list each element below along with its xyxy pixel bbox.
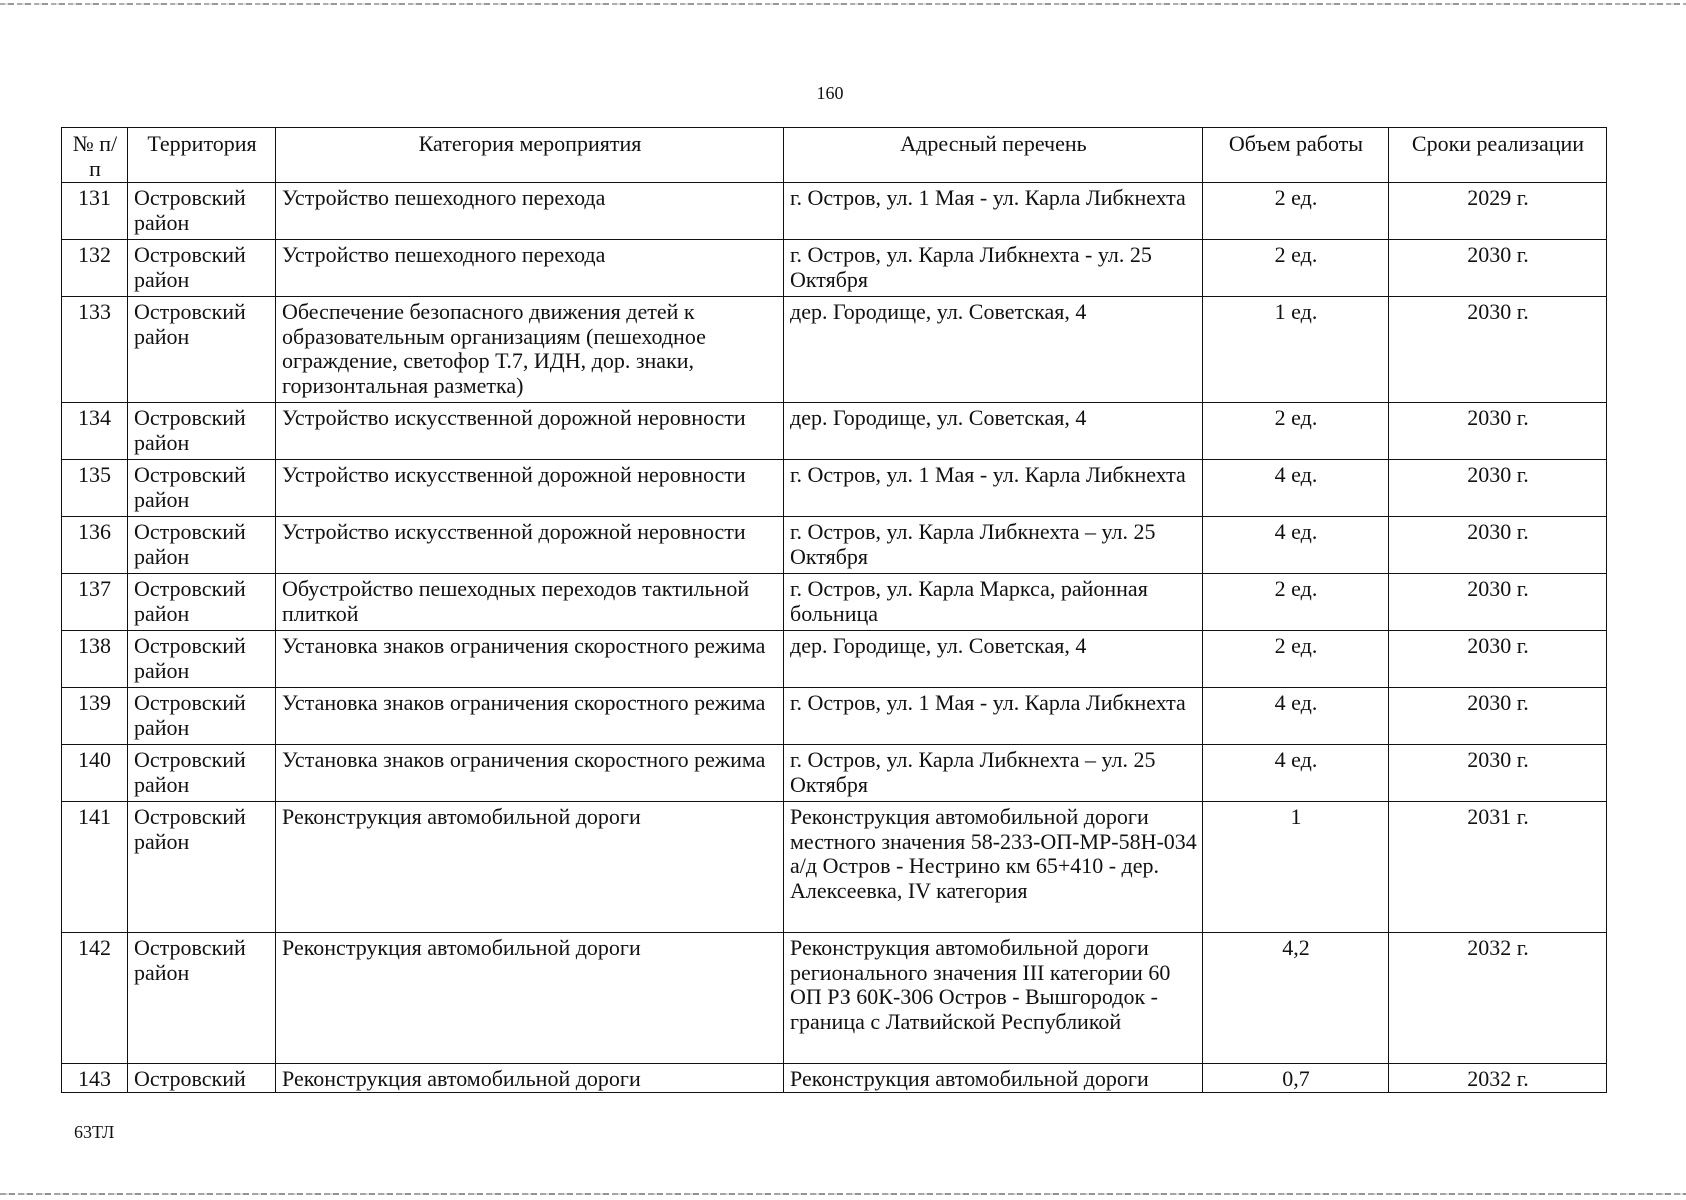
cell-volume: 0,7 [1203,1064,1389,1093]
cell-category: Устройство искусственной дорожной неровности [276,517,784,574]
cell-category: Устройство искусственной дорожной неровности [276,460,784,517]
cell-category: Устройство пешеходного перехода [276,183,784,240]
cell-address: г. Остров, ул. Карла Либкнехта – ул. 25 Октября [784,745,1203,802]
cell-volume: 4,2 [1203,933,1389,1064]
table-row [62,183,1607,240]
scan-edge-bottom [0,1193,1686,1195]
cell-territory: Островский район [128,517,276,574]
cell-category: Устройство искусственной дорожной неровности [276,403,784,460]
cell-volume: 4 ед. [1203,460,1389,517]
table-row [62,1064,1607,1093]
cell-category: Реконструкция автомобильной дороги [276,802,784,933]
cell-territory: Островский район [128,688,276,745]
cell-terms: 2030 г. [1389,745,1607,802]
cell-address: г. Остров, ул. Карла Маркса, районная больница [784,574,1203,631]
table-row [62,460,1607,517]
cell-territory: Островский район [128,460,276,517]
cell-territory: Островский район [128,574,276,631]
cell-territory: Островский район [128,183,276,240]
cell-terms: 2030 г. [1389,631,1607,688]
cell-volume: 4 ед. [1203,688,1389,745]
cell-address: г. Остров, ул. 1 Мая - ул. Карла Либкнехта [784,460,1203,517]
table-row [62,933,1607,1064]
table-row [62,802,1607,933]
cell-territory: Островский район [128,297,276,403]
table-header-row [62,128,1607,183]
cell-category: Установка знаков ограничения скоростного режима [276,688,784,745]
cell-num: 134 [62,403,128,460]
table-row [62,631,1607,688]
cell-address: г. Остров, ул. 1 Мая - ул. Карла Либкнехта [784,688,1203,745]
cell-territory: Островский район [128,631,276,688]
cell-territory: Островский район [128,403,276,460]
measures-table [61,127,1607,1093]
cell-address: Реконструкция автомобильной дороги местного значения 58-233-ОП-МР-58Н-034 а/д Остров - Нестрино км 65+410 - дер. Алексеевка, IV категория [784,802,1203,933]
table-row [62,574,1607,631]
cell-address: Реконструкция автомобильной дороги регионального значения III категории 60 ОП РЗ 60К-306 Остров - Вышгородок - граница с Латвийской Республикой [784,933,1203,1064]
cell-address: г. Остров, ул. Карла Либкнехта - ул. 25 Октября [784,240,1203,297]
cell-num: 137 [62,574,128,631]
cell-num: 140 [62,745,128,802]
cell-territory: Островский [128,1064,276,1093]
page-number: 160 [816,83,844,103]
cell-territory: Островский район [128,240,276,297]
cell-address: г. Остров, ул. Карла Либкнехта – ул. 25 Октября [784,517,1203,574]
footer-code: 63ТЛ [74,1122,115,1142]
cell-address: дер. Городище, ул. Советская, 4 [784,403,1203,460]
cell-terms: 2030 г. [1389,297,1607,403]
cell-terms: 2030 г. [1389,517,1607,574]
header-volume: Объем работы [1203,128,1389,183]
header-num: № п/п [62,128,128,183]
header-territory: Территория [128,128,276,183]
cell-volume: 4 ед. [1203,517,1389,574]
cell-category: Устройство пешеходного перехода [276,240,784,297]
cell-territory: Островский район [128,745,276,802]
cell-num: 132 [62,240,128,297]
cell-volume: 4 ед. [1203,745,1389,802]
cell-num: 138 [62,631,128,688]
cell-volume: 2 ед. [1203,403,1389,460]
header-terms: Сроки реализации [1389,128,1607,183]
cell-num: 141 [62,802,128,933]
cell-volume: 2 ед. [1203,574,1389,631]
cell-address: дер. Городище, ул. Советская, 4 [784,631,1203,688]
cell-terms: 2030 г. [1389,460,1607,517]
cell-address: г. Остров, ул. 1 Мая - ул. Карла Либкнехта [784,183,1203,240]
cell-volume: 2 ед. [1203,240,1389,297]
cell-num: 135 [62,460,128,517]
scan-edge-top [0,3,1686,5]
table-row [62,745,1607,802]
table-row [62,240,1607,297]
table-row [62,403,1607,460]
cell-category: Установка знаков ограничения скоростного режима [276,745,784,802]
cell-terms: 2030 г. [1389,403,1607,460]
cell-num: 142 [62,933,128,1064]
cell-terms: 2030 г. [1389,240,1607,297]
cell-address: Реконструкция автомобильной дороги [784,1064,1203,1093]
cell-num: 139 [62,688,128,745]
cell-category: Обеспечение безопасного движения детей к образовательным организациям (пешеходное ограждение, светофор Т.7, ИДН, дор. знаки, горизонтальная разметка) [276,297,784,403]
cell-terms: 2031 г. [1389,802,1607,933]
cell-terms: 2030 г. [1389,688,1607,745]
cell-category: Обустройство пешеходных переходов тактильной плиткой [276,574,784,631]
cell-num: 133 [62,297,128,403]
cell-territory: Островский район [128,802,276,933]
header-category: Категория мероприятия [276,128,784,183]
cell-num: 136 [62,517,128,574]
cell-address: дер. Городище, ул. Советская, 4 [784,297,1203,403]
cell-territory: Островский район [128,933,276,1064]
table-row [62,688,1607,745]
cell-category: Реконструкция автомобильной дороги [276,1064,784,1093]
header-address: Адресный перечень [784,128,1203,183]
cell-terms: 2032 г. [1389,933,1607,1064]
cell-volume: 2 ед. [1203,183,1389,240]
cell-category: Реконструкция автомобильной дороги [276,933,784,1064]
cell-volume: 1 [1203,802,1389,933]
cell-category: Установка знаков ограничения скоростного режима [276,631,784,688]
table-row [62,297,1607,403]
cell-terms: 2030 г. [1389,574,1607,631]
cell-volume: 2 ед. [1203,631,1389,688]
cell-num: 131 [62,183,128,240]
cell-terms: 2029 г. [1389,183,1607,240]
cell-volume: 1 ед. [1203,297,1389,403]
cell-num: 143 [62,1064,128,1093]
table-row [62,517,1607,574]
cell-terms: 2032 г. [1389,1064,1607,1093]
